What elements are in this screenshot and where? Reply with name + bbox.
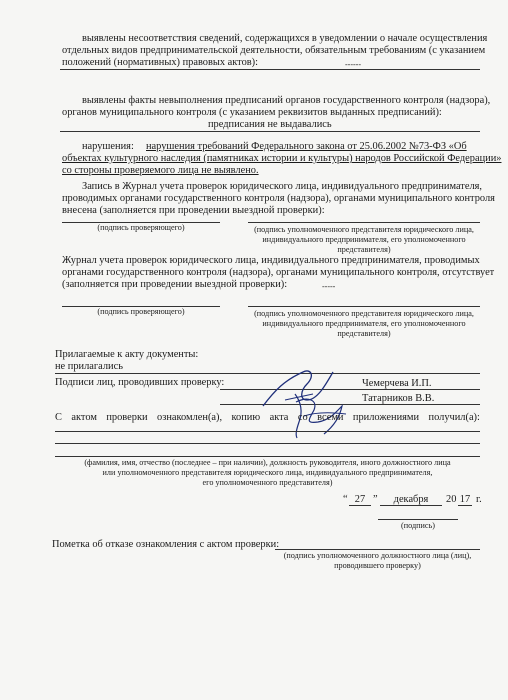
date-day: 27: [349, 494, 371, 506]
ack-word: приложениями: [352, 412, 420, 423]
ack-word: актом: [71, 412, 97, 423]
signatures-label: Подписи лиц, проводивших проверку:: [55, 377, 225, 388]
journal2-line2: органами государственного контроля (надзора), органами муниципального контроля, отсутствует: [62, 267, 495, 278]
date-close-quote: ”: [373, 494, 378, 505]
ack-word: копию: [231, 412, 261, 423]
violations-value-line3: со стороны проверяемого лица не выявлено.: [62, 165, 259, 176]
sec2-line1: выявлены факты невыполнения предписаний органов государственного контроля (надзора),: [82, 95, 491, 106]
journal2-sign-rule-right: [248, 306, 480, 307]
journal1-sign-rule-right: [248, 222, 480, 223]
violations-value-line1: нарушения требований Федерального закона от 25.06.2002 №73-ФЗ «Об: [146, 141, 467, 152]
ack-word: со: [297, 412, 308, 423]
signer-name-2: Татарников В.В.: [362, 393, 435, 404]
date-open-quote: “: [343, 494, 348, 505]
attachments-label: Прилагаемые к акту документы:: [55, 349, 199, 360]
ack-word: проверки: [106, 412, 148, 423]
ack-rule-2: [55, 443, 480, 444]
refusal-rule: [275, 549, 480, 550]
acknowledgement-line: [55, 412, 480, 424]
sec1-line1: выявлены несоответствия сведений, содержащихся в уведомлении о начале осуществления: [82, 33, 488, 44]
sec1-dash: ------: [345, 60, 361, 69]
sec2-value: предписания не выдавались: [208, 119, 332, 130]
ack-caption-3: его уполномоченного представителя): [202, 478, 333, 487]
ack-word: акта: [269, 412, 289, 423]
journal1-line1: Запись в Журнал учета проверок юридического лица, индивидуального предпринимателя,: [82, 181, 483, 192]
sec2-rule: [60, 131, 480, 132]
ack-rule-1: [55, 431, 480, 432]
signer-name-1: Чемерчева И.П.: [362, 378, 432, 389]
journal2-caption-right-3: представителя): [337, 329, 391, 338]
refusal-label: Пометка об отказе ознакомления с актом проверки:: [52, 539, 280, 550]
ack-word: ознакомлен(а),: [157, 412, 223, 423]
sec1-line2: отдельных видов предпринимательской деятельности, обязательным требованиям (с указанием: [62, 45, 486, 56]
ack-caption-1: (фамилия, имя, отчество (последнее – при наличии), должность руководителя, иного должностного лица: [84, 458, 451, 467]
date-year-unit: г.: [476, 494, 482, 505]
journal2-line3: (заполняется при проведении выездной проверки):: [62, 279, 288, 290]
sec1-rule: [60, 69, 480, 70]
journal2-dash: -----: [322, 282, 336, 291]
journal1-caption-right-3: представителя): [337, 245, 391, 254]
ack-caption-2: или уполномоченного представителя юридического лица, индивидуального предпринимателя,: [102, 468, 433, 477]
refusal-caption-2: проводившего проверку): [334, 561, 421, 570]
journal1-caption-right-2: индивидуального предпринимателя, его уполномоченного: [262, 235, 466, 244]
attachments-value: не прилагались: [55, 361, 123, 372]
date-year-suffix: 17: [459, 494, 471, 505]
journal2-caption-right-2: индивидуального предпринимателя, его уполномоченного: [262, 319, 466, 328]
journal2-line1: Журнал учета проверок юридического лица, индивидуального предпринимателя, проводимых: [62, 255, 480, 266]
journal1-line2: проводимых органами государственного контроля (надзора), органами муниципального контроля: [62, 193, 495, 204]
date-sign-caption: (подпись): [401, 521, 435, 530]
journal2-caption-right-1: (подпись уполномоченного представителя юридического лица,: [254, 309, 474, 318]
ack-word: С: [55, 412, 62, 423]
ack-word: всеми: [317, 412, 344, 423]
sec1-line3: положений (нормативных) правовых актов):: [62, 57, 259, 68]
date-year-prefix: 20: [446, 494, 457, 505]
journal1-caption-left: (подпись проверяющего): [97, 223, 185, 232]
ack-word: получил(а):: [428, 412, 480, 423]
journal1-line3: внесена (заполняется при проведении выездной проверки):: [62, 205, 325, 216]
violations-value-line2: объектах культурного наследия (памятниках истории и культуры) народов Российской Федерации»: [62, 153, 502, 164]
ack-rule-3: [55, 456, 480, 457]
refusal-caption-1: (подпись уполномоченного должностного лица (лиц),: [283, 551, 472, 560]
sec2-line2: органов муниципального контроля (с указанием реквизитов выданных предписаний):: [62, 107, 442, 118]
journal2-caption-left: (подпись проверяющего): [97, 307, 185, 316]
date-sign-rule: [378, 519, 458, 520]
journal1-caption-right-1: (подпись уполномоченного представителя юридического лица,: [254, 225, 474, 234]
date-month: декабря: [380, 494, 442, 506]
violations-label: нарушения:: [82, 141, 134, 152]
